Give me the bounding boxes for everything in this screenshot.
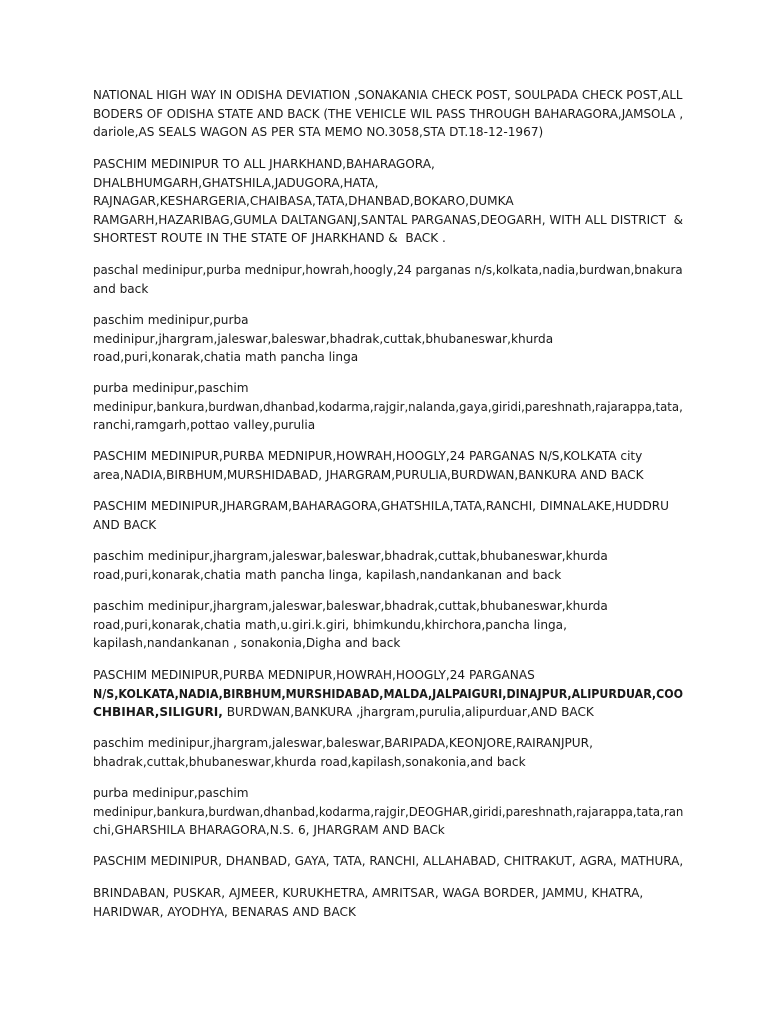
paragraph-puri-konarak-route [93, 311, 683, 367]
text-line: PASCHIM MEDINIPUR, DHANBAD, GAYA, TATA, RANCHI, ALLAHABAD, CHITRAKUT, AGRA, MATHURA, [93, 854, 684, 868]
text-line: PASCHIM MEDINIPUR,JHARGRAM,BAHARAGORA,GHATSHILA,TATA,RANCHI, DIMNALAKE,HUDDRU [93, 499, 670, 513]
text-line: road,puri,konarak,chatia math pancha linga, kapilash,nandankanan and back [93, 567, 562, 582]
text-line: RAJNAGAR,KESHARGERIA,CHAIBASA,TATA,DHANBAD,BOKARO,DUMKA [93, 194, 514, 209]
text-line: medinipur,jhargram,jaleswar,baleswar,bhadrak,cuttak,bhubaneswar,khurda [93, 331, 554, 346]
paragraph-digha-route [93, 597, 683, 653]
text-line: BRINDABAN, PUSKAR, AJMEER, KURUKHETRA, AMRITSAR, WAGA BORDER, JAMMU, KHATRA, [93, 886, 644, 900]
paragraph-north-india-route [93, 852, 683, 871]
text-line: AND BACK [93, 517, 157, 532]
text-line: paschim medinipur,jhargram,jaleswar,baleswar,bhadrak,cuttak,bhubaneswar,khurda [93, 599, 608, 613]
text-line: NATIONAL HIGH WAY IN ODISHA DEVIATION ,SONAKANIA CHECK POST, SOULPADA CHECK POST,ALL [93, 88, 683, 102]
text-line: dariole,AS SEALS WAGON AS PER STA MEMO NO.3058,STA DT.18-12-1967) [93, 125, 544, 140]
text-line: BODERS OF ODISHA STATE AND BACK (THE VEHICLE WIL PASS THROUGH BAHARAGORA,JAMSOLA , [93, 106, 684, 121]
text-run: BURDWAN,BANKURA ,jhargram,purulia,alipurduar,AND BACK [222, 705, 594, 720]
paragraph-kolkata-route [93, 447, 683, 484]
text-line: DHALBHUMGARH,GHATSHILA,JADUGORA,HATA, [93, 175, 379, 190]
text-line: PASCHIM MEDINIPUR,PURBA MEDNIPUR,HOWRAH,HOOGLY,24 PARGANAS [93, 668, 535, 682]
paragraph-odisha-deviation [93, 86, 683, 142]
paragraph-deoghar-route [93, 784, 683, 840]
text-line-bold: N/S,KOLKATA,NADIA,BIRBHUM,MURSHIDABAD,MALDA,JALPAIGURI,DINAJPUR,ALIPURDUAR,COO [93, 686, 684, 701]
text-line: medinipur,bankura,burdwan,dhanbad,kodarma,rajgir,nalanda,gaya,giridi,pareshnath,rajarappa,tata, [93, 399, 683, 414]
paragraph-jharkhand-route [93, 155, 683, 248]
paragraph-ranchi-route [93, 497, 683, 534]
text-line: ranchi,ramgarh,pottao valley,purulia [93, 418, 316, 433]
text-line: paschim medinipur,purba [93, 313, 249, 327]
text-line: and back [93, 281, 149, 296]
text-line: area,NADIA,BIRBHUM,MURSHIDABAD, JHARGRAM,PURULIA,BURDWAN,BANKURA AND BACK [93, 467, 644, 482]
text-line: PASCHIM MEDINIPUR,PURBA MEDNIPUR,HOWRAH,HOOGLY,24 PARGANAS N/S,KOLKATA city [93, 449, 643, 463]
paragraph-baripada-route [93, 734, 683, 771]
text-line: chi,GHARSHILA BHARAGORA,N.S. 6, JHARGRAM AND BACk [93, 823, 445, 838]
text-line: road,puri,konarak,chatia math pancha linga [93, 350, 359, 365]
text-line: bhadrak,cuttak,bhubaneswar,khurda road,kapilash,sonakonia,and back [93, 754, 526, 769]
text-run-bold: CHBIHAR,SILIGURI, [93, 705, 223, 720]
text-line: PASCHIM MEDINIPUR TO ALL JHARKHAND,BAHARAGORA, [93, 157, 435, 171]
text-line: paschim medinipur,jhargram,jaleswar,baleswar,BARIPADA,KEONJORE,RAIRANJPUR, [93, 736, 593, 750]
text-line: purba medinipur,paschim [93, 381, 249, 395]
text-line: paschim medinipur,jhargram,jaleswar,baleswar,bhadrak,cuttak,bhubaneswar,khurda [93, 549, 608, 563]
text-line: HARIDWAR, AYODHYA, BENARAS AND BACK [93, 904, 356, 919]
text-line: purba medinipur,paschim [93, 786, 249, 800]
text-line: SHORTEST ROUTE IN THE STATE OF JHARKHAND & BACK . [93, 231, 446, 246]
text-line: RAMGARH,HAZARIBAG,GUMLA DALTANGANJ,SANTAL PARGANAS,DEOGARH, WITH ALL DISTRICT & [93, 212, 683, 227]
text-line: road,puri,konarak,chatia math,u.giri.k.giri, bhimkundu,khirchora,pancha linga, [93, 617, 567, 632]
paragraph-north-india-route-continued [93, 884, 683, 921]
paragraph-west-bengal-route [93, 261, 683, 298]
paragraph-north-bengal-route [93, 666, 683, 722]
paragraph-bihar-jharkhand-route [93, 379, 683, 435]
text-line: kapilash,nandankanan , sonakonia,Digha and back [93, 636, 401, 651]
text-line: medinipur,bankura,burdwan,dhanbad,kodarma,rajgir,DEOGHAR,giridi,pareshnath,rajarappa,tata,ran [93, 804, 684, 819]
paragraph-kapilash-route [93, 547, 683, 584]
text-line: paschal medinipur,purba mednipur,howrah,hoogly,24 parganas n/s,kolkata,nadia,burdwan,bnakura [93, 263, 683, 277]
